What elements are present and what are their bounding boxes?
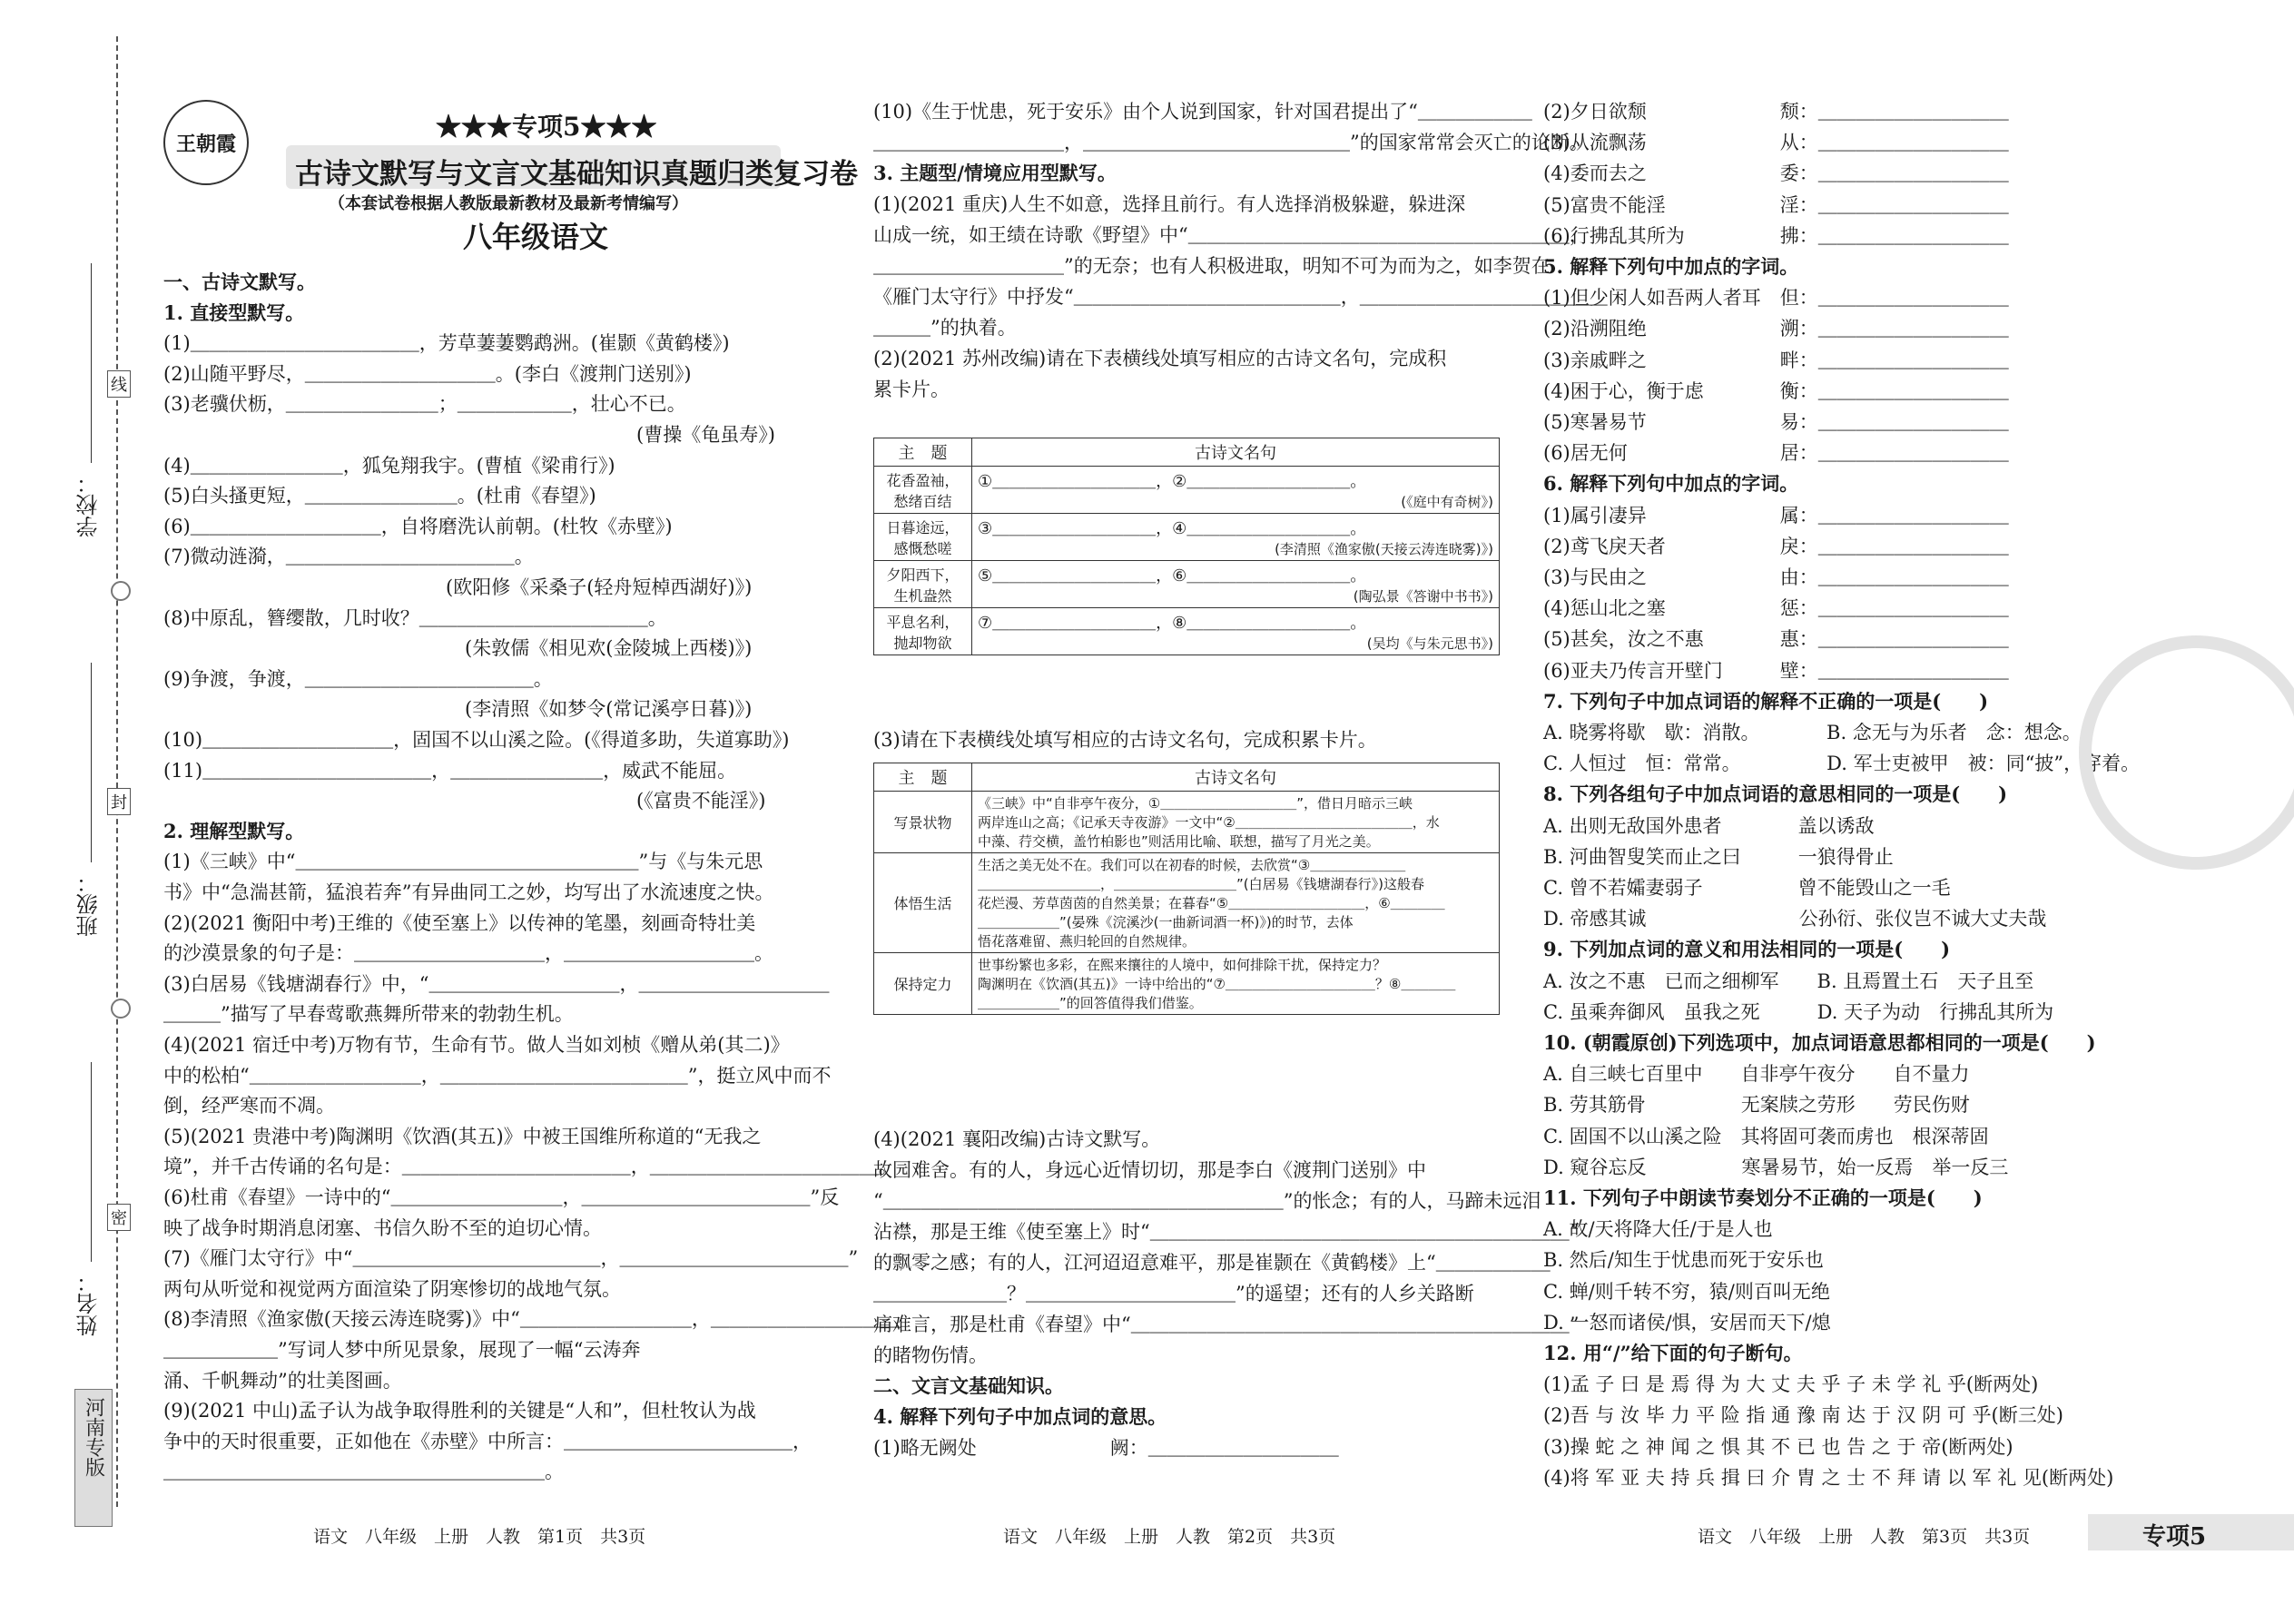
corner-tag [2088,1514,2294,1550]
row-line: ＿＿＿＿＿＿＿＿＿，＿＿＿＿＿＿＿＿＿”(白居易《钱塘湖春行》)这般春 [978,876,1424,892]
text-line: (4)(2021 宿迁中考)万物有节，生命有节。做人当如刘桢《赠从弟(其二)》 [163,1034,790,1056]
row-line: ⑤＿＿＿＿＿＿＿＿＿＿，⑥＿＿＿＿＿＿＿＿＿＿。 [978,566,1367,586]
text-line: (6)亚夫乃传言开壁门 壁：＿＿＿＿＿＿＿＿＿＿ [1543,659,2009,682]
text-line: 累卡片。 [873,379,950,400]
row-source: (李清照《渔家傲(天接云涛连晓雾)》) [1275,541,1493,557]
clip-icon [111,999,131,1019]
corner-tag-text: 专项5 [2142,1523,2207,1550]
table-header [874,438,1500,467]
text-line: (6)行拂乱其所为 拂：＿＿＿＿＿＿＿＿＿＿ [1543,224,2009,247]
watermark-seal [2079,635,2294,870]
cut-line [116,36,118,1507]
text-line: A. 故/天将降大任/于是人也 [1543,1218,1773,1241]
text-line: (10)＿＿＿＿＿＿＿＿＿＿，固国不以山溪之险。(《得道多助，失道寡助》) [163,729,790,751]
text-line: 山成一统，如王绩在诗歌《野望》中“＿＿＿＿＿＿＿＿＿＿＿＿＿＿＿＿＿＿＿＿， [873,224,1589,246]
footer-page-2: 语文 八年级 上册 人教 第2页 共3页 [1003,1527,1336,1547]
text-line: (5)富贵不能淫 淫：＿＿＿＿＿＿＿＿＿＿ [1543,193,2009,216]
text-line: 二、文言文基础知识。 [873,1374,1064,1397]
text-line: ＿＿＿”描写了早春莺歌燕舞所带来的勃勃生机。 [163,1003,574,1026]
text-line: 的沙漠景象的句子是：＿＿＿＿＿＿＿＿＿＿，＿＿＿＿＿＿＿＿＿＿。 [163,942,773,965]
text-line: (1)《三峡》中“＿＿＿＿＿＿＿＿＿＿＿＿＿＿＿＿＿＿”与《与朱元思 [163,851,763,873]
text-line: (3)老骥伏枥，＿＿＿＿＿＿＿＿；＿＿＿＿＿＿，壮心不已。 [163,393,686,416]
text-line: (3)操 蛇 之 神 闻 之 惧 其 不 已 也 告 之 于 帝(断两处) [1543,1435,2013,1458]
text-line: (1)＿＿＿＿＿＿＿＿＿＿＿＿，芳草萋萋鹦鹉洲。(崔颢《黄鹤楼》) [163,332,730,355]
grade-title: 八年级语文 [463,220,609,254]
row-theme: 体悟生活 [874,853,972,953]
row-content [972,792,1500,853]
table-row [874,561,1500,608]
class-field[interactable] [91,663,92,862]
text-line: A. 晓雾将歇 歇：消散。 B. 念无与为乐者 念：想念。 [1543,722,2082,743]
card-table-1 [873,438,1500,655]
text-line: C. 曾不若孀妻弱子 曾不能毁山之一毛 [1543,877,1951,899]
table-row [874,608,1500,655]
page-subtitle: （本套试卷根据人教版最新教材及最新考情编写） [329,194,688,213]
text-line: (5)白头搔更短，＿＿＿＿＿＿＿＿。(杜甫《春望》) [163,485,596,507]
text-line: 涌、千帆舞动”的壮美图画。 [163,1369,402,1392]
table-row [874,953,1500,1015]
text-line: 痛难言，那是杜甫《春望》中“＿＿＿＿＿＿＿＿＿＿＿＿＿＿＿＿＿＿＿＿＿＿＿” [873,1314,1580,1335]
text-line: (4)将 军 亚 夫 持 兵 揖 曰 介 胄 之 士 不 拜 请 以 军 礼 见(断两处) [1543,1466,2114,1489]
page-title: 古诗文默写与文言文基础知识真题归类复习卷 [295,158,858,191]
text-line: (2)沿溯阻绝 溯：＿＿＿＿＿＿＿＿＿＿ [1543,318,2009,340]
text-line: 两句从听觉和视觉两方面渲染了阴寒惨切的战地气氛。 [163,1277,621,1300]
text-line: 8. 下列各组句子中加点词语的意思相同的一项是( ) [1543,782,2008,806]
text-line: A. 出则无敌国外患者 盖以诱敌 [1543,814,1875,837]
text-line: 12. 用“/”给下面的句子断句。 [1543,1342,1803,1364]
text-line: 11. 下列句子中朗读节奏划分不正确的一项是( ) [1543,1186,1983,1209]
text-line: (7)《雁门太守行》中“＿＿＿＿＿＿＿＿＿＿＿＿＿，＿＿＿＿＿＿＿＿＿＿＿＿” [163,1247,859,1270]
text-line: (5)甚矣，汝之不惠 惠：＿＿＿＿＿＿＿＿＿＿ [1543,628,2009,651]
row-content [972,561,1500,608]
badge: ★★★专项5★★★ [436,112,657,142]
text-line: (李清照《如梦令(常记溪亭日暮)》) [465,698,753,721]
row-line: 世事纷繁也多彩，在熙来攘往的人境中，如何排除干扰，保持定力？ [978,957,1387,973]
text-line: (《富贵不能淫》) [636,790,766,812]
text-line: ＿＿＿＿＿＿＿＿＿＿”的无奈；也有人积极进取，明知不可为而为之，如李贺在 [873,255,1551,277]
card-table-2 [873,763,1500,1015]
table-header [874,763,1500,792]
table-header-theme: 主 题 [874,438,972,467]
text-line: (曹操《龟虽寿》) [636,424,775,446]
text-line: 9. 下列加点词的意义和用法相同的一项是( ) [1543,938,1951,961]
row-theme: 日暮途远，感慨愁嗟 [874,514,972,561]
footer-page-3: 语文 八年级 上册 人教 第3页 共3页 [1698,1527,2031,1547]
text-line: (3)白居易《钱塘湖春行》中，“＿＿＿＿＿＿＿＿＿＿，＿＿＿＿＿＿＿＿＿＿ [163,972,830,995]
text-line: (3)与民由之 由：＿＿＿＿＿＿＿＿＿＿ [1543,566,2009,588]
row-theme: 花香盈袖，愁绪百结 [874,467,972,514]
text-line: ＿＿＿＿＿＿＿＿＿＿＿＿＿＿＿＿＿＿＿＿。 [163,1461,564,1483]
text-line: ＿＿＿”的执着。 [873,317,1017,339]
row-theme: 平息名利，抛却物欲 [874,608,972,655]
text-line: (1)孟 子 曰 是 焉 得 为 大 丈 夫 乎 子 未 学 礼 乎(断两处) [1543,1373,2039,1396]
binding-margin [0,0,159,1624]
mark-seal: 封 [107,788,131,815]
text-line: D. 窥谷忘反 寒暑易节，始一反焉 举一反三 [1543,1156,2009,1178]
text-line: 10. (朝霞原创)下列选项中，加点词语意思都相同的一项是( ) [1543,1031,2096,1054]
text-line: (2)(2021 苏州改编)请在下表横线处填写相应的古诗文名句，完成积 [873,348,1447,369]
row-content [972,608,1500,655]
text-line: (9)争渡，争渡，＿＿＿＿＿＿＿＿＿＿＿＿。 [163,667,553,690]
text-line: (1)(2021 重庆)人生不如意，选择且前行。有人选择消极躲避，躲进深 [873,193,1466,215]
text-line: (1)但少闲人如吾两人者耳 但：＿＿＿＿＿＿＿＿＿＿ [1543,287,2009,310]
text-line: (6)居无何 居：＿＿＿＿＿＿＿＿＿＿ [1543,442,2009,465]
table-header-lines: 古诗文名句 [972,763,1500,792]
row-content [972,514,1500,561]
text-line: 书》中“急湍甚箭，猛浪若奔”有异曲同工之妙，均写出了水流速度之快。 [163,881,774,903]
row-source: (陶弘景《答谢中书书》) [1353,588,1493,605]
row-line: ＿＿＿＿＿＿”(晏殊《浣溪沙(一曲新词酒一杯)》)的时节，去体 [978,914,1354,930]
text-line: (4)＿＿＿＿＿＿＿＿，狐兔翔我宇。(曹植《梁甫行》) [163,454,615,477]
text-line: 倒，经严寒而不凋。 [163,1095,335,1117]
text-line: (1)略无阙处 阙：＿＿＿＿＿＿＿＿＿＿ [873,1437,1339,1459]
text-line: (7)微动涟漪，＿＿＿＿＿＿＿＿＿＿＿＿。 [163,546,534,568]
row-line: ⑦＿＿＿＿＿＿＿＿＿＿，⑧＿＿＿＿＿＿＿＿＿＿。 [978,614,1367,633]
table-header-theme: 主 题 [874,763,972,792]
text-line: (2)鸢飞戾天者 戾：＿＿＿＿＿＿＿＿＿＿ [1543,535,2009,557]
table-row [874,514,1500,561]
row-line: 两岸连山之高；《记承天寺夜游》一文中“②＿＿＿＿＿＿＿＿＿＿＿＿＿，水 [978,814,1440,831]
clip-icon [111,581,131,601]
text-line: 中的松柏“＿＿＿＿＿＿＿＿＿，＿＿＿＿＿＿＿＿＿＿＿＿＿”，挺立风中而不 [163,1064,832,1087]
text-line: 2. 理解型默写。 [163,819,305,842]
text-line: ＿＿＿＿＿＿”写词人梦中所见景象，展现了一幅“云涛奔 [163,1339,641,1361]
row-line: 《三峡》中“自非亭午夜分，①＿＿＿＿＿＿＿＿＿＿”，借日月暗示三峡 [978,795,1413,812]
text-line: B. 然后/知生于忧患而死于安乐也 [1543,1249,1824,1272]
text-line: 的飘零之感；有的人，江河迢迢意难平，那是崔颢在《黄鹤楼》上“＿＿＿＿＿＿ [873,1252,1551,1274]
text-line: (3)从流飘荡 从：＿＿＿＿＿＿＿＿＿＿ [1543,132,2009,154]
text-line: (4)(2021 襄阳改编)古诗文默写。 [873,1128,1161,1150]
text-line: (6)杜甫《春望》一诗中的“＿＿＿＿＿＿＿＿＿，＿＿＿＿＿＿＿＿＿＿＿＿”反 [163,1186,840,1208]
footer-page-1: 语文 八年级 上册 人教 第1页 共3页 [313,1527,646,1547]
row-source: (《庭中有奇树》) [1401,494,1493,510]
row-content [972,467,1500,514]
row-source: (吴均《与朱元思书》) [1366,635,1493,652]
q3-3: (3)请在下表横线处填写相应的古诗文名句，完成积累卡片。 [873,729,1377,751]
text-line: (4)困于心，衡于虑 衡：＿＿＿＿＿＿＿＿＿＿ [1543,379,2009,402]
text-line: (6)＿＿＿＿＿＿＿＿＿＿，自将磨洗认前朝。(杜牧《赤壁》) [163,515,673,537]
text-line: 境”，并千古传诵的名句是：＿＿＿＿＿＿＿＿＿＿＿＿，＿＿＿＿＿＿＿＿＿＿＿＿。 [163,1156,898,1178]
region-text: 河南专版 [82,1397,105,1477]
text-line: 5. 解释下列句中加点的字词。 [1543,255,1799,278]
row-theme: 保持定力 [874,953,972,1015]
text-line: (10)《生于忧患，死于安乐》由个人说到国家，针对国君提出了“＿＿＿＿＿＿ [873,101,1532,123]
text-line: (4)惩山北之塞 惩：＿＿＿＿＿＿＿＿＿＿ [1543,597,2009,620]
text-line: 7. 下列句子中加点词语的解释不正确的一项是( ) [1543,689,1989,713]
text-line: C. 固国不以山溪之险 其将固可袭而虏也 根深蒂固 [1543,1125,1989,1147]
text-line: B. 劳其筋骨 无案牍之劳形 劳民伤财 [1543,1094,1970,1117]
school-label: 学校： [76,472,102,537]
text-line: (9)(2021 中山)孟子认为战争取得胜利的关键是“人和”，但杜牧认为战 [163,1400,756,1422]
text-line: D. 一怒而诸侯/惧，安居而天下/熄 [1543,1311,1831,1334]
text-line: 沾襟，那是王维《使至塞上》时“＿＿＿＿＿＿＿＿＿＿＿＿＿＿＿＿＿＿＿＿＿＿” [873,1221,1580,1243]
row-line: 悟花落难留、燕归轮回的自然规律。 [978,933,1196,950]
row-line: 陶渊明在《饮酒(其五)》一诗中给出的“⑦＿＿＿＿＿＿＿＿＿＿＿？⑧＿＿＿＿ [978,976,1456,992]
row-content [972,953,1500,1015]
text-line: 故园难舍。有的人，身远心近情切切，那是李白《渡荆门送别》中 [873,1159,1426,1181]
text-line: 争中的天时很重要，正如他在《赤壁》中所言：＿＿＿＿＿＿＿＿＿＿＿＿， [163,1430,812,1452]
row-line: 花烂漫、芳草茵茵的自然美景；在暮春“⑤＿＿＿＿＿＿＿＿＿＿，⑥＿＿＿＿ [978,895,1445,911]
table-row [874,467,1500,514]
text-line: 映了战争时期消息闭塞、书信久盼不至的迫切心情。 [163,1216,602,1239]
text-line: (5)(2021 贵港中考)陶渊明《饮酒(其五)》中被王国维所称道的“无我之 [163,1125,762,1147]
name-field[interactable] [91,1062,92,1262]
text-line: (朱敦儒《相见欢(金陵城上西楼)》) [465,637,753,660]
table-row [874,853,1500,953]
text-line: A. 自三峡七百里中 自非亭午夜分 自不量力 [1543,1063,1970,1086]
text-line: (5)寒暑易节 易：＿＿＿＿＿＿＿＿＿＿ [1543,411,2009,433]
text-line: A. 汝之不惠 已而之细柳军 B. 且焉置土石 天子且至 [1543,969,2034,992]
text-line: B. 河曲智叟笑而止之曰 一狼得骨止 [1543,845,1894,868]
text-line: 6. 解释下列句中加点的字词。 [1543,472,1799,496]
text-line: (欧阳修《采桑子(轻舟短棹西湖好)》) [446,576,753,598]
row-line: ①＿＿＿＿＿＿＿＿＿＿，②＿＿＿＿＿＿＿＿＿＿。 [978,472,1367,491]
text-line: C. 人恒过 恒：常常。 D. 军士吏被甲 被：同“披”，穿着。 [1543,753,2141,775]
text-line: ＿＿＿＿＿＿＿？＿＿＿＿＿＿＿＿＿＿＿”的遥望；还有的人乡关路断 [873,1283,1474,1304]
text-line: 4. 解释下列句子中加点词的意思。 [873,1405,1167,1428]
text-line: C. 蝉/则千转不穷，猿/则百叫无绝 [1543,1280,1830,1303]
logo-text: 王朝霞 [175,133,236,156]
text-line: (2)(2021 衡阳中考)王维的《使至塞上》以传神的笔墨，刻画奇特壮美 [163,911,756,934]
text-line: C. 虽乘奔御风 虽我之死 D. 天子为动 行拂乱其所为 [1543,1000,2054,1023]
table-header-lines: 古诗文名句 [972,438,1500,467]
text-line: (2)夕日欲颓 颓：＿＿＿＿＿＿＿＿＿＿ [1543,101,2009,123]
row-theme: 写景状物 [874,792,972,853]
text-line: (11)＿＿＿＿＿＿＿＿＿＿＿＿，＿＿＿＿＿＿＿＿，威武不能屈。 [163,759,737,782]
text-line: (1)属引凄异 属：＿＿＿＿＿＿＿＿＿＿ [1543,504,2009,527]
name-label: 姓名： [76,1271,102,1336]
text-line: (8)李清照《渔家傲(天接云涛连晓雾)》中“＿＿＿＿＿＿＿＿＿，＿＿＿＿＿＿＿＿＿＿ [163,1308,901,1331]
text-line: 3. 主题型/情境应用型默写。 [873,162,1117,184]
row-theme: 夕阳西下，生机盎然 [874,561,972,608]
row-content [972,853,1500,953]
text-line: (2)山随平野尽，＿＿＿＿＿＿＿＿＿＿。(李白《渡荆门送别》) [163,362,692,385]
table-row [874,792,1500,853]
row-line: ③＿＿＿＿＿＿＿＿＿＿，④＿＿＿＿＿＿＿＿＿＿。 [978,519,1367,538]
row-line: 中藻、荇交横，盖竹柏影也”则活用比喻、联想，描写了月光之美。 [978,833,1380,850]
text-line: (4)委而去之 委：＿＿＿＿＿＿＿＿＿＿ [1543,162,2009,185]
text-line: D. 帝感其诚 公孙衍、张仪岂不诚大丈夫哉 [1543,908,2047,930]
text-line: ＿＿＿＿＿＿＿＿＿＿，＿＿＿＿＿＿＿＿＿＿＿＿＿＿”的国家常常会灭亡的论断。 [873,132,1589,153]
text-line: “＿＿＿＿＿＿＿＿＿＿＿＿＿＿＿＿＿＿＿＿＿”的怅念；有的人，马蹄未远泪 [873,1190,1541,1212]
text-line: (2)吾 与 汝 毕 力 平 险 指 通 豫 南 达 于 汉 阴 可 乎(断三处) [1543,1404,2063,1427]
class-label: 班级： [76,871,102,937]
text-line: 的睹物伤情。 [873,1344,988,1366]
school-field[interactable] [91,263,92,463]
region-badge [74,1389,113,1527]
row-line: ＿＿＿＿＿＿”的回答值得我们借鉴。 [978,995,1203,1011]
text-line: 1. 直接型默写。 [163,300,305,324]
logo [163,100,249,185]
row-line: 生活之美无处不在。我们可以在初春的时候，去欣赏“③＿＿＿＿＿＿＿ [978,857,1406,873]
text-line: 一、古诗文默写。 [163,271,316,293]
text-line: (3)亲戚畔之 畔：＿＿＿＿＿＿＿＿＿＿ [1543,349,2009,371]
text-line: (8)中原乱，簪缨散，几时收？＿＿＿＿＿＿＿＿＿＿＿＿。 [163,606,667,629]
mark-secret: 密 [107,1204,131,1231]
text-line: 《雁门太守行》中抒发“＿＿＿＿＿＿＿＿＿＿＿＿＿＿，＿＿＿＿＿＿＿＿＿＿＿＿＿ [873,286,1608,308]
mark-line: 线 [107,370,131,398]
